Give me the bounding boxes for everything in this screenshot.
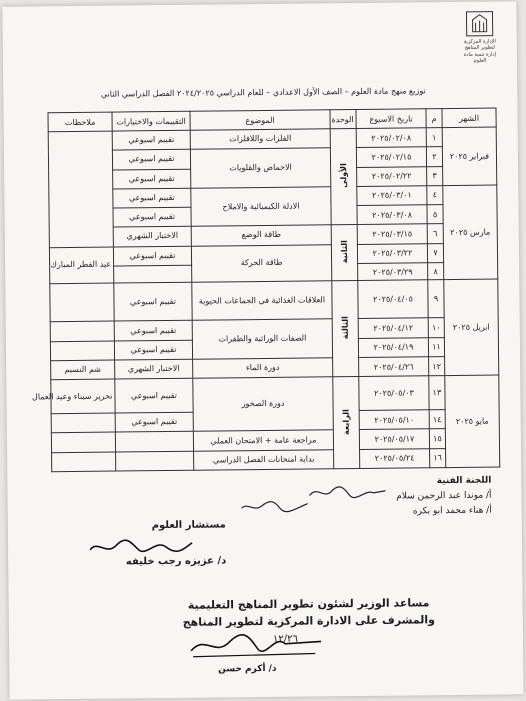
month-cell: مايو ٢٠٢٥ <box>445 375 500 467</box>
topic-cell: الفلزات واللافلزات <box>190 129 330 150</box>
topic-cell: طاقة الحركة <box>191 244 331 282</box>
week-num: ٢ <box>426 147 442 166</box>
signature-advisor <box>86 537 196 558</box>
eval-cell: الاختبار الشهري <box>113 227 191 247</box>
eval-cell <box>116 451 194 471</box>
topic-cell: الاحماض والقلويات <box>190 148 330 188</box>
week-date: ٢٠٢٥/٠٥/١٠ <box>359 410 429 430</box>
signature-member-2 <box>240 498 310 515</box>
week-num: ١٠ <box>428 318 444 337</box>
week-num: ٦ <box>427 224 443 243</box>
week-num: ١٤ <box>429 410 445 429</box>
unit-cell <box>330 129 357 226</box>
week-date: ٢٠٢٥/٠٣/٢٩ <box>358 263 428 281</box>
week-num: ٣ <box>427 166 443 185</box>
note-cell <box>51 413 115 433</box>
note-cell <box>52 452 116 472</box>
month-cell: مارس ٢٠٢٥ <box>443 185 498 280</box>
week-num: ١ <box>426 128 442 147</box>
header-num: م <box>426 109 442 128</box>
week-num: ٨ <box>428 262 444 280</box>
deputy-name: د/ أكرم حسن <box>218 663 277 675</box>
unit-label: الرابعة <box>341 408 351 435</box>
week-date: ٢٠٢٥/٠٣/٠٨ <box>357 205 427 225</box>
eval-cell: تقييم اسبوعي <box>113 246 191 266</box>
week-date: ٢٠٢٥/٠٣/١٥ <box>357 224 427 244</box>
week-date: ٢٠٢٥/٠٥/٢٤ <box>360 448 430 468</box>
unit-label: الأولى <box>339 163 349 189</box>
topic-cell: دورة الماء <box>193 358 333 379</box>
week-num: ١٦ <box>430 448 446 467</box>
week-num: ٩ <box>428 280 444 318</box>
eval-cell: تقييم اسبوعي <box>113 207 191 227</box>
table-row <box>51 375 499 414</box>
header-month: الشهر <box>442 108 496 128</box>
header-eval: التقييمات والاختبارات <box>112 111 190 131</box>
week-num: ١١ <box>428 337 444 356</box>
week-date: ٢٠٢٥/٠٢/٠٨ <box>356 128 426 148</box>
week-date: ٢٠٢٥/٠٤/٢٦ <box>359 357 429 377</box>
topic-cell: طاقة الوضع <box>191 225 331 246</box>
week-date: ٢٠٢٥/٠٤/١٩ <box>358 337 428 357</box>
eval-cell: تقييم اسبوعي <box>114 283 192 322</box>
eval-cell <box>115 432 193 452</box>
ministry-logo <box>456 9 503 63</box>
committee-member-2: أ/ هناء محمد ابو بكره <box>412 505 492 517</box>
week-date: ٢٠٢٥/٠٣/٢٢ <box>357 243 427 263</box>
signature-date: ١٢/٢٦ <box>272 633 298 645</box>
week-date: ٢٠٢٥/٠٤/١٢ <box>358 318 428 338</box>
header-week: تاريخ الاسبوع <box>356 109 426 129</box>
week-num: ١٣ <box>429 376 445 410</box>
topic-cell: الصفات الوراثية والطفرات <box>192 319 332 359</box>
curriculum-schedule-table <box>31 108 500 473</box>
eval-cell: تقييم اسبوعي <box>114 321 192 341</box>
header-notes: ملاحظات <box>48 112 112 132</box>
note-cell: عيد الفطر المبارك <box>49 247 113 284</box>
eval-cell: تقييم اسبوعي <box>115 412 193 432</box>
deputy-line-1: مساعد الوزير لشئون تطوير المناهج التعليمية <box>187 596 430 612</box>
emblem-icon <box>464 10 494 38</box>
week-date: ٢٠٢٥/٠٣/٠١ <box>357 186 427 206</box>
advisor-title: مستشار العلوم <box>151 519 226 532</box>
advisor-name: د/ عزيزه رجب خليفه <box>125 555 227 568</box>
week-date: ٢٠٢٥/٠٢/٢٢ <box>357 166 427 186</box>
eval-cell: تقييم اسبوعي <box>113 169 191 189</box>
deputy-minister <box>159 594 459 631</box>
week-num: ١٢ <box>429 357 445 376</box>
eval-cell: الاختبار الشهري <box>115 359 193 379</box>
month-cell: ابريل ٢٠٢٥ <box>444 279 499 375</box>
note-cell <box>51 432 115 452</box>
note-cell: تحرير سيناء وعيد العمال <box>51 379 115 414</box>
signature-deputy <box>185 629 325 660</box>
unit-label: الثانية <box>339 240 350 264</box>
header-topic: الموضوع <box>190 110 330 130</box>
topic-cell: مراجعة عامة + الامتحان العملي <box>193 430 333 451</box>
eval-cell: تقييم اسبوعي <box>114 340 192 360</box>
deputy-line-2: والمشرف على الادارة المركزية لتطوير المناهج <box>182 613 436 629</box>
signature-member-1 <box>307 483 387 502</box>
unit-cell <box>332 281 359 377</box>
week-num: ٧ <box>427 243 443 262</box>
week-date: ٢٠٢٥/٠٢/١٥ <box>356 147 426 167</box>
document-page <box>2 1 523 699</box>
table-row <box>50 279 498 322</box>
week-num: ٥ <box>427 205 443 224</box>
month-cell: فبراير ٢٠٢٥ <box>442 127 497 185</box>
eval-cell <box>114 265 192 283</box>
week-num: ٤ <box>427 185 443 204</box>
logo-line-1: الإدارة المركزية لتطوير المناهج <box>463 38 496 51</box>
unit-cell <box>333 377 360 469</box>
week-date: ٢٠٢٥/٠٥/٠٣ <box>359 376 429 411</box>
header-unit: الوحدة <box>330 110 356 129</box>
eval-cell: تقييم اسبوعي <box>115 378 193 413</box>
logo-line-2: إدارة تنمية مادة العلوم <box>463 51 497 64</box>
table-row <box>52 448 500 472</box>
eval-cell: تقييم اسبوعي <box>112 150 190 170</box>
unit-label: الثالثة <box>340 316 350 340</box>
committee-heading: اللجنة الفنية <box>436 475 492 487</box>
note-cell: شم النسيم <box>51 360 115 380</box>
topic-cell: دورة الصخور <box>193 377 334 432</box>
note-cell <box>48 131 113 247</box>
committee-member-1: أ/ موندا عبد الرحمن سلام <box>396 490 492 502</box>
note-cell <box>50 283 114 322</box>
eval-cell: تقييم اسبوعي <box>112 130 190 150</box>
topic-cell: بداية امتحانات الفصل الدراسي <box>194 449 334 470</box>
note-cell <box>50 321 114 341</box>
week-date: ٢٠٢٥/٠٤/٠٥ <box>358 280 428 319</box>
document-title: توزيع منهج مادة العلوم – الصف الأول الاعدادي – للعام الدراسي ٢٠٢٤/٢٠٢٥ الفصل الدراسي الثاني <box>100 86 426 99</box>
note-cell <box>50 341 114 361</box>
topic-cell: العلاقات الغذائية في الجماعات الحيوية <box>192 281 332 320</box>
topic-cell: الادلة الكيميائية والاملاح <box>191 187 331 227</box>
eval-cell: تقييم اسبوعي <box>113 188 191 208</box>
unit-cell <box>331 225 358 281</box>
week-num: ١٥ <box>429 429 445 448</box>
week-date: ٢٠٢٥/٠٥/١٧ <box>359 429 429 449</box>
